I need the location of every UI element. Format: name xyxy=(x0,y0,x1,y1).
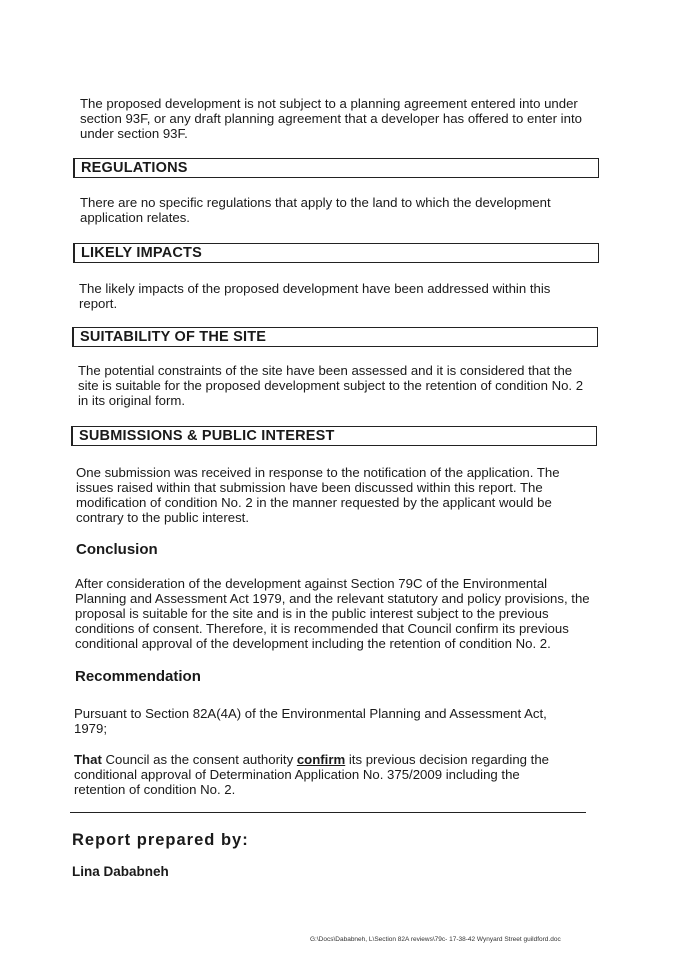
regulations-heading: REGULATIONS xyxy=(81,160,188,176)
suitability-heading: SUITABILITY OF THE SITE xyxy=(80,329,267,345)
likely-impacts-body: The likely impacts of the proposed development have been addressed within this report. xyxy=(79,281,551,311)
regulations-heading-box xyxy=(73,158,599,178)
regulations-body: There are no specific regulations that apply to the land to which the development application relates. xyxy=(80,195,551,225)
section-divider xyxy=(70,812,586,813)
author-name: Lina Dababneh xyxy=(72,864,169,879)
recommendation-pursuant: Pursuant to Section 82A(4A) of the Environmental Planning and Assessment Act, 1979; xyxy=(74,706,547,736)
likely-impacts-heading: LIKELY IMPACTS xyxy=(81,245,202,261)
resolution-text-1: Council as the consent authority xyxy=(101,752,297,767)
suitability-body: The potential constraints of the site have been assessed and it is considered that the site is suitable for the proposed development subject to the retention of condition No. 2 in its original form. xyxy=(78,363,584,408)
submissions-heading-box xyxy=(71,426,597,446)
conclusion-body: After consideration of the development against Section 79C of the Environmental Planning and Assessment Act 1979, and the relevant statutory and policy provisions, the proposal is suitable for the site and is in the public interest subject to the previous conditions of consent. Therefore, it is recommended that Council confirm its previous conditional approval of the development including the retention of condition No. 2. xyxy=(75,576,590,651)
confirm-word: confirm xyxy=(296,752,346,767)
resolution-text-2: its previous decision regarding the conditional approval of Determination Application No. 375/2009 including the retention of condition No. 2. xyxy=(74,752,549,797)
likely-impacts-heading-box xyxy=(73,243,599,263)
recommendation-resolution xyxy=(74,752,572,797)
intro-paragraph: The proposed development is not subject to a planning agreement entered into under section 93F, or any draft planning agreement that a developer has offered to enter into under section 93F. xyxy=(80,96,582,141)
recommendation-heading: Recommendation xyxy=(75,668,201,685)
submissions-body: One submission was received in response to the notification of the application. The issues raised within that submission have been discussed within this report. The modification of condition No. 2 in the manner requested by the applicant would be contrary to the public interest. xyxy=(76,465,560,525)
conclusion-heading: Conclusion xyxy=(76,541,158,558)
submissions-heading: SUBMISSIONS & PUBLIC INTEREST xyxy=(79,428,335,444)
suitability-heading-box xyxy=(72,327,598,347)
that-word: That xyxy=(74,752,102,767)
report-prepared-by: Report prepared by: xyxy=(72,831,249,849)
footer-file-path: G:\Docs\Dababneh, L\Section 82A reviews\79c- 17-38-42 Wynyard Street guildford.doc xyxy=(310,936,561,943)
